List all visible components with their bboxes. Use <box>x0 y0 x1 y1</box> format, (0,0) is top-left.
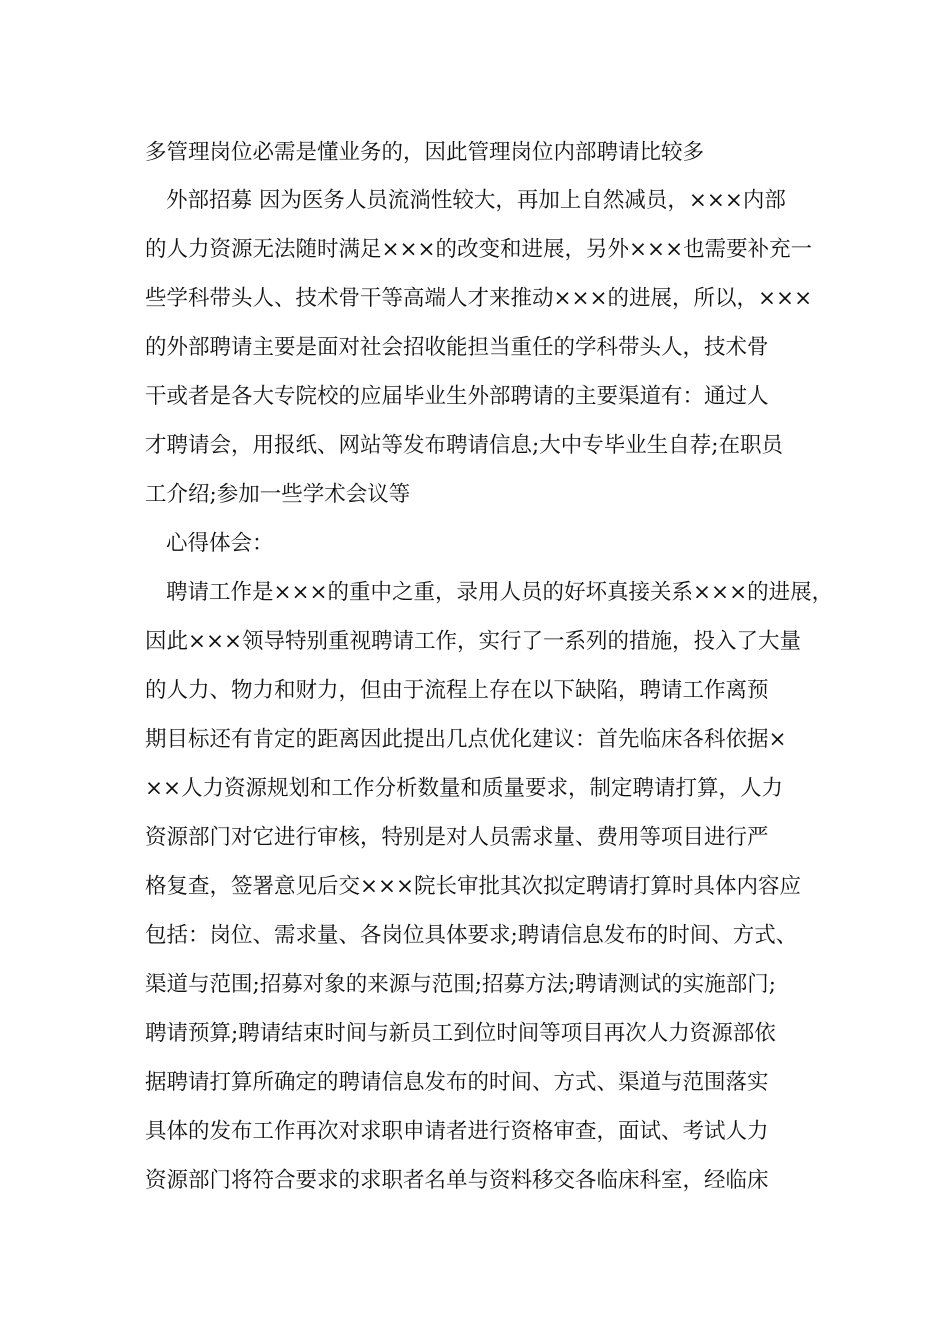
paragraph-line: 工介绍;参加一些学术会议等 <box>145 482 411 507</box>
paragraph-line: 的外部聘请主要是面对社会招收能担当重任的学科带头人，技术骨 <box>145 335 769 360</box>
paragraph-line: 具体的发布工作再次对求职申请者进行资格审查，面试、考试人力 <box>145 1119 769 1144</box>
paragraph-line: 聘请工作是×××的重中之重，录用人员的好坏真接关系×××的进展， <box>166 580 834 605</box>
paragraph-line: 多管理岗位必需是懂业务的，因此管理岗位内部聘请比较多 <box>145 140 705 165</box>
paragraph-line: 包括：岗位、需求量、各岗位具体要求;聘请信息发布的时间、方式、 <box>145 923 798 948</box>
paragraph-line: 聘请预算;聘请结束时间与新员工到位时间等项目再次人力资源部依 <box>145 1021 776 1046</box>
paragraph-line: 资源部门将符合要求的求职者名单与资料移交各临床科室，经临床 <box>145 1168 769 1193</box>
paragraph-line: 干或者是各大专院校的应届毕业生外部聘请的主要渠道有：通过人 <box>145 384 769 409</box>
paragraph-line: 据聘请打算所确定的聘请信息发布的时间、方式、渠道与范围落实 <box>145 1070 769 1095</box>
paragraph-line: 外部招募 因为医务人员流淌性较大，再加上自然减员，×××内部 <box>166 188 786 213</box>
paragraph-line: 的人力、物力和财力，但由于流程上存在以下缺陷，聘请工作离预 <box>145 678 769 703</box>
section-heading: 心得体会： <box>166 531 274 556</box>
paragraph-line: 的人力资源无法随时满足×××的改变和进展，另外×××也需要补充一 <box>145 237 813 262</box>
paragraph-line: 才聘请会，用报纸、网站等发布聘请信息;大中专毕业生自荐;在职员 <box>145 433 783 458</box>
paragraph-line: 因此×××领导特别重视聘请工作，实行了一系列的措施，投入了大量 <box>145 629 802 654</box>
paragraph-line: ××人力资源规划和工作分析数量和质量要求，制定聘请打算，人力 <box>145 776 784 801</box>
paragraph-line: 渠道与范围;招募对象的来源与范围;招募方法;聘请测试的实施部门; <box>145 972 776 997</box>
paragraph-line: 格复查，签署意见后交×××院长审批其次拟定聘请打算时具体内容应 <box>145 874 802 899</box>
paragraph-line: 资源部门对它进行审核，特别是对人员需求量、费用等项目进行严 <box>145 825 769 850</box>
paragraph-line: 期目标还有肯定的距离因此提出几点优化建议：首先临床各科依据× <box>145 727 787 752</box>
paragraph-line: 些学科带头人、技术骨干等高端人才来推动×××的进展，所以，××× <box>145 286 813 311</box>
